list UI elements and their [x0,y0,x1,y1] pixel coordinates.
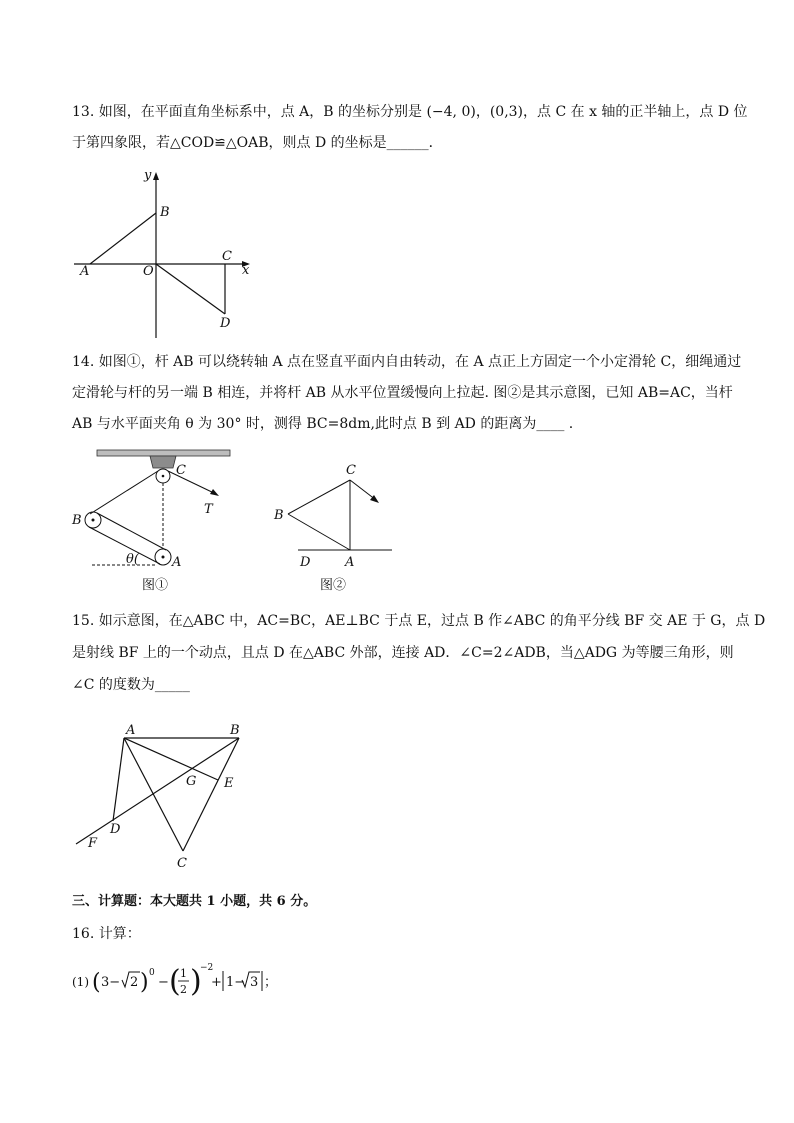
pivot-A-center [162,556,165,559]
y-axis-arrow-icon [153,172,159,180]
rope-BC [90,471,158,514]
label-B: B [160,205,170,220]
q15-figure [70,718,260,878]
plus-sign: + [211,975,222,990]
segment-BC [288,480,350,514]
q15-text-line2: 是射线 BF 上的一个动点，且点 D 在△ABC 外部，连接 AD．∠C=2∠ADB，当△ADG 为等腰三角形，则 [72,645,734,661]
segment-AE [124,738,218,780]
paren-close-1: ) [140,970,149,995]
label-x: x [242,263,250,278]
pulley-mount [150,456,176,468]
exponent-0: 0 [149,968,155,978]
q15-text-line1: 15. 如示意图，在△ABC 中，AC=BC，AE⊥BC 于点 E，过点 B 作∠ABC 的角平分线 BF 交 AE 于 G，点 D [72,613,766,629]
label-F: F [88,836,98,851]
abs-inner-text: 1− [226,975,246,990]
q14-figure-2 [268,458,408,598]
segment-AC [124,738,183,851]
section-3-title: 三、计算题：本大题共 1 小题，共 6 分。 [72,894,317,909]
ray-BF [76,738,239,844]
frac-numerator: 1 [180,967,187,980]
rod-lower-edge [89,527,160,564]
q13-text-line1: 13. 如图，在平面直角坐标系中，点 A，B 的坐标分别是 (−4, 0)，(0,3)，点 C 在 x 轴的正半轴上，点 D 位 [72,104,748,120]
fig2-label-D: D [300,555,311,570]
label-C: C [177,856,187,871]
fig1-label-A: A [172,555,182,570]
ceiling-bar [97,450,230,456]
sqrt1-text: 2 [130,975,139,990]
label-E: E [224,776,234,791]
segment-AB [288,514,350,550]
q14-text-line3: AB 与水平面夹角 θ 为 30° 时，测得 BC=8dm,此时点 B 到 AD 的距离为____ . [72,416,574,432]
label-D: D [220,316,231,331]
sqrt2-text: 3 [250,975,259,990]
q16-title: 16. 计算： [72,926,141,942]
fig1-caption: 图① [142,578,169,593]
label-G: G [186,774,197,789]
fig1-label-C: C [176,463,186,478]
q16-part1-expression [72,960,278,1004]
label-B: B [230,723,240,738]
minus-sign: − [158,975,169,990]
frac-denominator: 2 [180,983,187,996]
label-A: A [80,264,90,279]
segment-OD [156,264,225,314]
rope-direction [350,480,376,500]
label-C: C [222,249,232,264]
paren-open-2: ( [169,964,181,999]
part1-number: (1) [72,975,89,989]
segment-BC [183,738,239,851]
exponent-neg2: −2 [200,963,214,973]
fig2-label-B: B [274,508,284,523]
end-punct: ； [264,975,278,990]
base1-text: 3− [101,975,121,990]
fig1-label-B: B [72,513,82,528]
segment-AD [113,738,124,821]
q14-text-line1: 14. 如图①，杆 AB 可以绕转轴 A 点在竖直平面内自由转动，在 A 点正上方固定一个小定滑轮 C，细绳通过 [72,354,742,370]
label-O: O [143,264,154,279]
label-A: A [126,723,136,738]
q13-text-line2: 于第四象限，若△COD≌△OAB，则点 D 的坐标是______． [72,135,443,151]
label-y: y [144,168,152,183]
fig1-label-T: T [204,502,213,517]
q14-figure-1 [70,446,240,596]
rod-upper-edge [97,513,166,550]
fig2-label-A: A [345,555,355,570]
rope-arrow-icon [210,489,219,496]
fig1-label-theta: θ( [126,552,139,567]
pulley-C-center [162,475,165,478]
q13-figure [70,168,260,340]
fig2-label-C: C [346,463,356,478]
paren-open-1: ( [92,970,101,995]
paren-close-2: ) [190,964,202,999]
segment-AB [90,213,156,264]
q15-text-line3: ∠C 的度数为_____ [72,677,190,693]
end-B-center [92,519,95,522]
label-D: D [110,822,121,837]
fig2-caption: 图② [320,578,347,593]
q14-text-line2: 定滑轮与杆的另一端 B 相连，并将杆 AB 从水平位置缓慢向上拉起. 图②是其示意图，已知 AB=AC，当杆 [72,385,733,401]
